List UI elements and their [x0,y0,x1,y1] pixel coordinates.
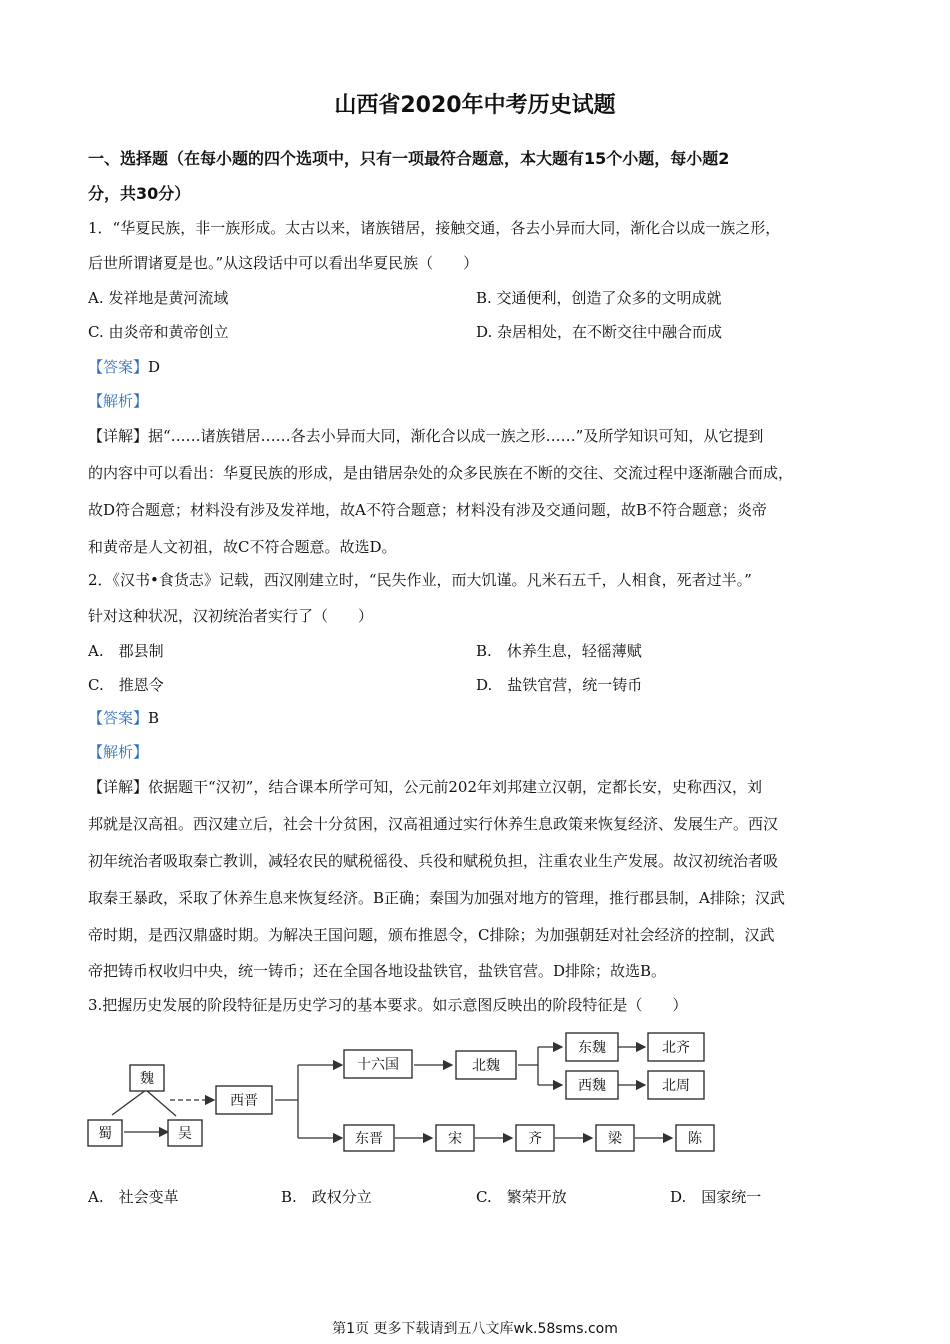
node-xiwei: 西魏 [578,1078,606,1094]
q2-answer [88,707,159,728]
node-wei: 魏 [140,1071,154,1087]
node-song: 宋 [448,1131,462,1147]
q1-option-d: D. 杂居相处，在不断交往中融合而成 [476,323,723,341]
q2-detail-line6: 帝把铸币权收归中央，统一铸币；还在全国各地设盐铁官，盐铁官营。D排除；故选B。 [88,962,667,980]
q2-stem-line1: 2．《汉书•食货志》记载，西汉刚建立时，“民失作业，而大饥谨。凡米石五千，人相食，死者过半。” [88,571,752,589]
q2-detail-line4: 取秦王暴政，采取了休养生息来恢复经济。B正确；秦国为加强对地方的管理，推行郡县制，A排除；汉武 [88,889,785,907]
q2-detail-line3: 初年统治者吸取秦亡教训，减轻农民的赋税徭役、兵役和赋税负担，注重农业生产发展。故汉初统治者吸 [88,852,779,870]
connector-wei-shu [112,1090,146,1115]
section-heading-line1: 一、选择题（在每小题的四个选项中，只有一项最符合题意，本大题有15个小题，每小题2 [88,149,730,168]
q3-option-b: B. 政权分立 [281,1188,372,1206]
page-footer: 第1页 更多下载请到五八文库wk.58sms.com [332,1321,618,1337]
detail-tag: 【详解】 [88,427,149,445]
connector-wei-wu [146,1090,176,1116]
answer-value: B [148,709,160,727]
node-dongjin: 东晋 [355,1131,383,1147]
node-beiwei: 北魏 [472,1058,500,1074]
node-liang: 梁 [608,1131,622,1147]
node-xijin: 西晋 [230,1093,258,1109]
q3-option-d: D. 国家统一 [670,1188,762,1206]
answer-tag: 【答案】 [88,358,149,376]
q2-detail-line5: 帝时期，是西汉鼎盛时期。为解决王国问题，颁布推恩令，C排除；为加强朝廷对社会经济的控制，汉武 [88,926,775,944]
q2-option-a: A. 郡县制 [88,642,164,660]
node-shu: 蜀 [98,1126,112,1142]
node-beiqi: 北齐 [662,1040,690,1056]
q3-stem: 3.把握历史发展的阶段特征是历史学习的基本要求。如示意图反映出的阶段特征是（ ） [88,996,688,1014]
q1-detail-line1 [88,425,763,446]
q1-stem-line1: 1．“华夏民族，非一族形成。太古以来，诸族错居，接触交通，各去小异而大同，渐化合以成一族之形， [88,219,781,237]
node-beizhou: 北周 [662,1078,690,1094]
q2-option-c: C. 推恩令 [88,676,164,694]
node-qi: 齐 [528,1131,542,1147]
q1-option-b: B. 交通便利，创造了众多的文明成就 [476,289,722,307]
node-dongwei: 东魏 [578,1040,606,1056]
q1-analysis-tag: 【解析】 [88,392,149,410]
q1-detail-line3: 故D符合题意；材料没有涉及发祥地，故A不符合题意；材料没有涉及交通问题，故B不符合题意；炎帝 [88,501,767,519]
detail-text: 据“……诸族错居……各去小异而大同，渐化合以成一族之形……”及所学知识可知，从它提到 [148,427,764,445]
q2-analysis-tag: 【解析】 [88,743,149,761]
answer-tag: 【答案】 [88,709,149,727]
q3-option-c: C. 繁荣开放 [476,1188,567,1206]
q1-answer [88,356,160,377]
detail-text: 依据题干“汉初”，结合课本所学可知，公元前202年刘邦建立汉朝，定都长安，史称西汉，刘 [148,778,762,796]
node-chen: 陈 [688,1131,702,1147]
q2-stem-line2: 针对这种状况，汉初统治者实行了（ ） [88,607,374,625]
q1-detail-line2: 的内容中可以看出：华夏民族的形成，是由错居杂处的众多民族在不断的交往、交流过程中逐渐融合而成， [88,464,794,482]
section-heading-line2: 分，共30分） [88,184,191,203]
q2-detail-line1 [88,776,762,797]
node-wu: 吴 [178,1126,192,1142]
page-title: 山西省2020年中考历史试题 [334,93,616,118]
q1-option-c: C. 由炎帝和黄帝创立 [88,323,229,341]
q2-detail-line2: 邦就是汉高祖。西汉建立后，社会十分贫困，汉高祖通过实行休养生息政策来恢复经济、发展生产。西汉 [88,815,779,833]
q1-detail-line4: 和黄帝是人文初祖，故C不符合题意。故选D。 [88,538,397,556]
answer-value: D [148,358,161,376]
q2-option-b: B. 休养生息，轻徭薄赋 [476,642,642,660]
q2-option-d: D. 盐铁官营，统一铸币 [476,676,643,694]
q3-option-a: A. 社会变革 [88,1188,179,1206]
detail-tag: 【详解】 [88,778,149,796]
node-shiliuguo: 十六国 [357,1057,399,1073]
q1-stem-line2: 后世所谓诸夏是也。”从这段话中可以看出华夏民族（ ） [88,254,479,272]
dynasty-diagram [80,1020,720,1170]
q1-option-a: A. 发祥地是黄河流域 [88,289,229,307]
